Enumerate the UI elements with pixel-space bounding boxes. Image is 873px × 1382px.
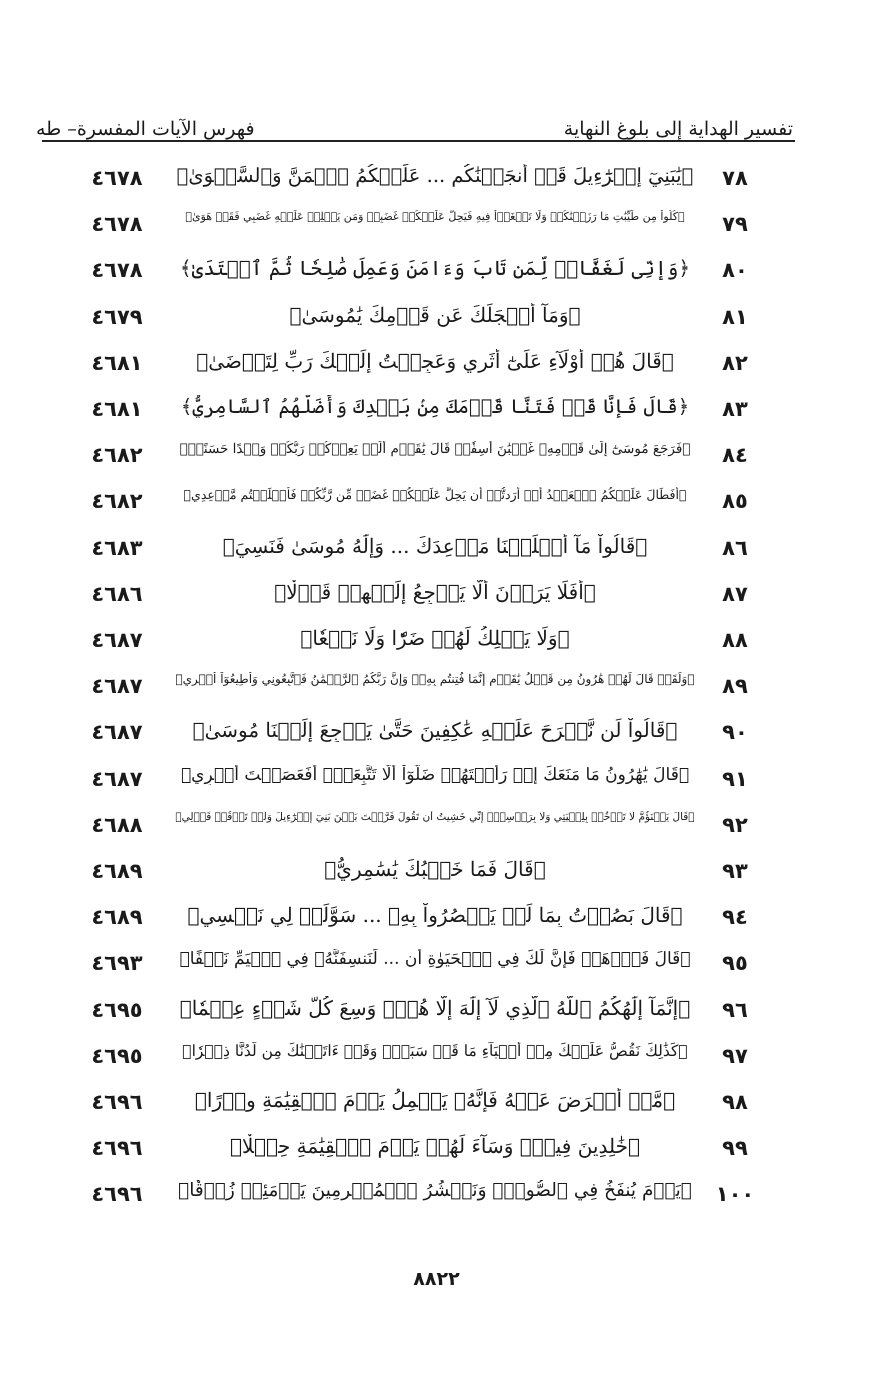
verse-number: ٩٥ bbox=[722, 951, 748, 976]
verse-text: ﴿خَٰلِدِينَ فِيهِۖ وَسَآءَ لَهُمۡ يَوۡمَ ٱلۡقِيَٰمَةِ حِمۡلٗا﴾ bbox=[230, 1134, 640, 1159]
book-title: تفسير الهداية إلى بلوغ النهاية bbox=[563, 118, 793, 140]
table-row bbox=[0, 435, 873, 475]
table-row bbox=[0, 204, 873, 244]
table-row bbox=[0, 297, 873, 337]
page-reference: ٤٦٨١ bbox=[91, 350, 143, 375]
table-row bbox=[0, 1128, 873, 1168]
table-row bbox=[0, 528, 873, 568]
verse-number: ٨٤ bbox=[722, 443, 748, 468]
page-reference: ٤٦٩٦ bbox=[91, 1182, 143, 1207]
verse-text: ﴿وَلَقَدۡ قَالَ لَهُمۡ هَٰرُونُ مِن قَبۡلُ يَٰقَوۡمِ إِنَّمَا فُتِنتُم بِهِۦۖ وَإِنَّ رَبَّكُمُ ٱلرَّحۡمَٰنُ فَٱتَّبِعُونِي وَأَطِيعُوٓاْ أَمۡرِي﴾ bbox=[175, 672, 695, 687]
verse-number: ٨٦ bbox=[722, 535, 748, 560]
section-title: فهرس الآيات المفسرة– طه bbox=[36, 118, 255, 140]
verse-text: ﴿قَالَ هُمۡ أُوْلَآءِ عَلَىٰٓ أَثَرِي وَعَجِلۡتُ إِلَيۡكَ رَبِّ لِتَرۡضَىٰ﴾ bbox=[196, 348, 674, 373]
table-row bbox=[0, 481, 873, 521]
verse-text: ﴿قَالَ يَبۡنَؤُمَّ لَا تَأۡخُذۡ بِلِحۡيَتِي وَلَا بِرَأۡسِيٓۖ إِنِّي خَشِيتُ أَن تَقُولَ فَرَّقۡتَ بَيۡنَ بَنِيٓ إِسۡرَٰٓءِيلَ وَلَمۡ تَرۡقُبۡ قَوۡلِي﴾ bbox=[175, 810, 695, 823]
verse-number: ٨٧ bbox=[722, 581, 748, 606]
page-reference: ٤٦٧٩ bbox=[91, 304, 143, 329]
verse-number: ٨٠ bbox=[722, 258, 748, 283]
page-reference: ٤٦٧٨ bbox=[91, 166, 143, 190]
table-row bbox=[0, 712, 873, 752]
verse-text: ﴿قَالُواْ لَن نَّبۡرَحَ عَلَيۡهِ عَٰكِفِينَ حَتَّىٰ يَرۡجِعَ إِلَيۡنَا مُوسَىٰ﴾ bbox=[192, 718, 678, 743]
page-reference: ٤٦٩٦ bbox=[91, 1136, 143, 1161]
page-reference: ٤٦٩٣ bbox=[91, 951, 143, 976]
verse-text: ﴿قَالَ فَمَا خَطۡبُكَ يَٰسَٰمِرِيُّ﴾ bbox=[324, 857, 546, 881]
table-row bbox=[0, 943, 873, 983]
verse-text: ﴿وَلَا يَمۡلِكُ لَهُمۡ ضَرّٗا وَلَا نَفۡعٗا﴾ bbox=[300, 626, 570, 650]
verse-number: ٧٨ bbox=[722, 166, 748, 190]
verse-number: ٨٨ bbox=[722, 628, 748, 652]
table-row bbox=[0, 158, 873, 198]
table-row bbox=[0, 1174, 873, 1214]
verse-text: ﴿إِنَّمَآ إِلَٰهُكُمُ ٱللَّهُ ٱلَّذِي لَآ إِلَٰهَ إِلَّا هُوَۚ وَسِعَ كُلَّ شَيۡءٍ عِلۡمٗا﴾ bbox=[179, 995, 691, 1020]
table-row bbox=[0, 897, 873, 937]
table-row bbox=[0, 666, 873, 706]
verse-number: ٩٨ bbox=[722, 1090, 748, 1114]
running-header bbox=[36, 100, 793, 140]
verse-text: ﴿كَذَٰلِكَ نَقُصُّ عَلَيۡكَ مِنۡ أَنۢبَآءِ مَا قَدۡ سَبَقَۚ وَقَدۡ ءَاتَيۡنَٰكَ مِن لَّدُنَّا ذِكۡرٗا﴾ bbox=[182, 1041, 688, 1060]
verse-number: ٩٦ bbox=[722, 997, 748, 1022]
verse-number: ٨٥ bbox=[722, 489, 748, 514]
verse-text: ﴿أَفَطَالَ عَلَيۡكُمُ ٱلۡعَهۡدُ أَمۡ أَرَدتُّمۡ أَن يَحِلَّ عَلَيۡكُمۡ غَضَبٞ مِّن رَّبِّكُمۡ فَأَخۡلَفۡتُم مَّوۡعِدِي﴾ bbox=[183, 487, 687, 503]
page-reference: ٤٦٨٢ bbox=[91, 489, 143, 514]
page-reference: ٤٦٨٧ bbox=[91, 766, 143, 791]
verse-text: ﴿قَالَ فَٱذۡهَبۡ فَإِنَّ لَكَ فِي ٱلۡحَيَوٰةِ أَن ... لَنَنسِفَنَّهُۥ فِي ٱلۡيَمِّ نَسۡفًا﴾ bbox=[179, 949, 691, 970]
verse-text: ﴿أَفَلَا يَرَوۡنَ أَلَّا يَرۡجِعُ إِلَيۡهِمۡ قَوۡلٗا﴾ bbox=[274, 579, 596, 604]
verse-number: ١٠٠ bbox=[715, 1182, 755, 1207]
table-row bbox=[0, 990, 873, 1030]
verse-text: ﴿وَإِنِّي لَغَفَّارٞ لِّمَن تَابَ وَءَامَنَ وَعَمِلَ صَٰلِحٗا ثُمَّ ٱهۡتَدَىٰ﴾ bbox=[179, 256, 691, 281]
page-number: ٨٨٢٢ bbox=[413, 1268, 460, 1290]
page-reference: ٤٦٧٨ bbox=[91, 212, 143, 237]
verse-text: ﴿وَمَآ أَعۡجَلَكَ عَن قَوۡمِكَ يَٰمُوسَىٰ﴾ bbox=[289, 302, 581, 327]
page-reference: ٤٦٨٧ bbox=[91, 628, 143, 652]
table-row bbox=[0, 759, 873, 799]
page-reference: ٤٦٨٧ bbox=[91, 720, 143, 745]
page-reference: ٤٦٧٨ bbox=[91, 258, 143, 283]
page-reference: ٤٦٩٦ bbox=[91, 1090, 143, 1114]
header-divider bbox=[42, 140, 795, 142]
table-row bbox=[0, 389, 873, 429]
table-row bbox=[0, 620, 873, 660]
verse-number: ٨١ bbox=[722, 304, 748, 329]
table-row bbox=[0, 343, 873, 383]
verse-number: ٩٧ bbox=[722, 1043, 748, 1068]
page-reference: ٤٦٨١ bbox=[91, 397, 143, 421]
verse-number: ٨٢ bbox=[722, 350, 748, 375]
page-reference: ٤٦٨٣ bbox=[91, 535, 143, 560]
verse-text: ﴿كُلُواْ مِن طَيِّبَٰتِ مَا رَزَقۡنَٰكُمۡ وَلَا تَطۡغَوۡاْ فِيهِ فَيَحِلَّ عَلَيۡكُمۡ غَضَبِيۖ وَمَن يَحۡلِلۡ عَلَيۡهِ غَضَبِي فَقَدۡ هَوَىٰ﴾ bbox=[185, 210, 685, 224]
table-row bbox=[0, 574, 873, 614]
page-reference: ٤٦٨٩ bbox=[91, 905, 143, 930]
verse-text: ﴿يَوۡمَ يُنفَخُ فِي ٱلصُّورِۚ وَنَحۡشُرُ ٱلۡمُجۡرِمِينَ يَوۡمَئِذٖ زُرۡقٗا﴾ bbox=[178, 1180, 692, 1202]
table-row bbox=[0, 805, 873, 845]
verse-number: ٩١ bbox=[722, 766, 748, 791]
page-reference: ٤٦٨٨ bbox=[91, 812, 143, 837]
verse-text: ﴿قَالَ يَٰهَٰرُونُ مَا مَنَعَكَ إِذۡ رَأَيۡتَهُمۡ ضَلُّوٓاْ أَلَّا تَتَّبِعَنِۖ أَفَعَصَيۡتَ أَمۡرِي﴾ bbox=[180, 764, 690, 785]
verse-text: ﴿قَالَ بَصُرۡتُ بِمَا لَمۡ يَبۡصُرُواْ بِهِۦ ... سَوَّلَتۡ لِي نَفۡسِي﴾ bbox=[187, 903, 683, 928]
page-reference: ٤٦٨٩ bbox=[91, 859, 143, 883]
verse-text: ﴿قَالَ فَإِنَّا قَدۡ فَتَنَّا قَوۡمَكَ مِنۢ بَعۡدِكَ وَأَضَلَّهُمُ ٱلسَّامِرِيُّ﴾ bbox=[180, 395, 690, 418]
page-reference: ٤٦٨٧ bbox=[91, 674, 143, 699]
page-reference: ٤٦٨٦ bbox=[91, 581, 143, 606]
page-reference: ٤٦٩٥ bbox=[91, 997, 143, 1022]
verse-number: ٩٩ bbox=[722, 1136, 748, 1161]
verse-number: ٩٢ bbox=[722, 812, 748, 837]
verse-text: ﴿قَالُواْ مَآ أَخۡلَفۡنَا مَوۡعِدَكَ ... وَإِلَٰهُ مُوسَىٰ فَنَسِيَ﴾ bbox=[222, 533, 648, 558]
verse-number: ٩٣ bbox=[722, 859, 748, 883]
table-row bbox=[0, 851, 873, 891]
verse-number: ٨٣ bbox=[722, 397, 748, 421]
verse-number: ٩٤ bbox=[722, 905, 748, 930]
verse-text: ﴿مَّنۡ أَعۡرَضَ عَنۡهُ فَإِنَّهُۥ يَحۡمِلُ يَوۡمَ ٱلۡقِيَٰمَةِ وِزۡرًا﴾ bbox=[194, 1088, 676, 1112]
page-reference: ٤٦٩٥ bbox=[91, 1043, 143, 1068]
verse-number: ٩٠ bbox=[722, 720, 748, 745]
verse-text: ﴿يَٰبَنِيٓ إِسۡرَٰٓءِيلَ قَدۡ أَنجَيۡنَٰكُم ... عَلَيۡكُمُ ٱلۡمَنَّ وَٱلسَّلۡوَىٰ﴾ bbox=[176, 164, 694, 187]
page-reference: ٤٦٨٢ bbox=[91, 443, 143, 468]
verse-number: ٧٩ bbox=[722, 212, 748, 237]
table-row bbox=[0, 250, 873, 290]
verse-number: ٨٩ bbox=[722, 674, 748, 699]
table-row bbox=[0, 1082, 873, 1122]
table-row bbox=[0, 1036, 873, 1076]
verse-text: ﴿فَرَجَعَ مُوسَىٰٓ إِلَىٰ قَوۡمِهِۦ غَضۡبَٰنَ أَسِفٗاۚ قَالَ يَٰقَوۡمِ أَلَمۡ يَعِدۡكُمۡ رَبُّكُمۡ وَعۡدًا حَسَنًاۚ﴾ bbox=[179, 441, 691, 458]
